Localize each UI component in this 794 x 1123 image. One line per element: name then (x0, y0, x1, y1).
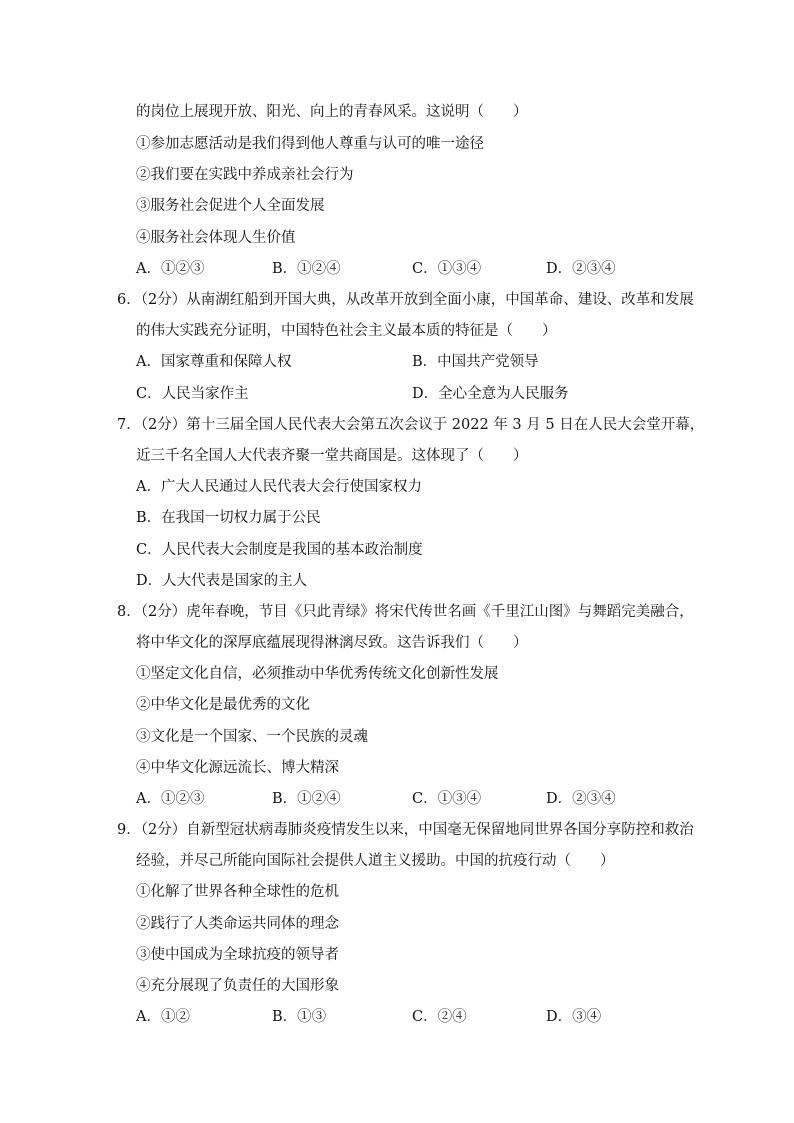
q5-stem-continuation: 的岗位上展现开放、阳光、向上的青春风采。这说明（ ） (136, 104, 528, 120)
q8-item-1: ①坚定文化自信，必须推动中华优秀传统文化创新性发展 (136, 666, 499, 682)
q6-option-b[interactable]: B．中国共产党领导 (412, 354, 539, 370)
q8-option-a[interactable]: A．①②③ (136, 791, 205, 807)
q9-stem-line-2: 经验，并尽己所能向国际社会提供人道主义援助。中国的抗疫行动（ ） (136, 853, 615, 869)
q5-item-3: ③服务社会促进个人全面发展 (136, 198, 325, 214)
q5-option-b[interactable]: B．①②④ (272, 261, 341, 277)
q9-item-2: ②践行了人类命运共同体的理念 (136, 916, 339, 932)
q7-option-a[interactable]: A．广大人民通过人民代表大会行使国家权力 (136, 479, 422, 495)
q9-stem-line-1: 9．（2分）自新型冠状病毒肺炎疫情发生以来，中国毫无保留地同世界各国分享防控和救治 (117, 822, 694, 838)
q6-option-d[interactable]: D．全心全意为人民服务 (412, 386, 569, 402)
q5-option-a[interactable]: A．①②③ (136, 261, 205, 277)
q9-item-3: ③使中国成为全球抗疫的领导者 (136, 947, 339, 963)
q9-item-4: ④充分展现了负责任的大国形象 (136, 978, 339, 994)
q8-item-4: ④中华文化源远流长、博大精深 (136, 760, 339, 776)
q5-option-d[interactable]: D．②③④ (546, 261, 616, 277)
q6-stem-line-2: 的伟大实践充分证明，中国特色社会主义最本质的特征是（ ） (136, 323, 557, 339)
q7-option-d[interactable]: D．人大代表是国家的主人 (136, 573, 308, 589)
q5-item-4: ④服务社会体现人生价值 (136, 230, 296, 246)
q7-stem-line-1: 7．（2分）第十三届全国人民代表大会第五次会议于 2022 年 3 月 5 日在人民大会堂开幕， (117, 417, 705, 433)
q6-option-c[interactable]: C．人民当家作主 (136, 386, 249, 402)
q7-stem-line-2: 近三千名全国人大代表齐聚一堂共商国是。这体现了（ ） (136, 448, 528, 464)
q8-item-2: ②中华文化是最优秀的文化 (136, 697, 310, 713)
q9-option-c[interactable]: C．②④ (412, 1009, 467, 1025)
q6-stem-line-1: 6．（2分）从南湖红船到开国大典，从改革开放到全面小康，中国革命、建设、改革和发展 (117, 292, 694, 308)
q7-option-b[interactable]: B．在我国一切权力属于公民 (136, 510, 321, 526)
q8-option-d[interactable]: D．②③④ (546, 791, 616, 807)
q9-option-a[interactable]: A．①② (136, 1009, 190, 1025)
q7-option-c[interactable]: C．人民代表大会制度是我国的基本政治制度 (136, 542, 423, 558)
q9-option-d[interactable]: D．③④ (546, 1009, 602, 1025)
q5-item-2: ②我们要在实践中养成亲社会行为 (136, 167, 354, 183)
q8-stem-line-1: 8．（2分）虎年春晚，节目《只此青绿》将宋代传世名画《千里江山图》与舞蹈完美融合， (117, 604, 694, 620)
q9-item-1: ①化解了世界各种全球性的危机 (136, 884, 339, 900)
q8-stem-line-2: 将中华文化的深厚底蕴展现得淋漓尽致。这告诉我们（ ） (136, 635, 528, 651)
q8-item-3: ③文化是一个国家、一个民族的灵魂 (136, 729, 368, 745)
q8-option-b[interactable]: B．①②④ (272, 791, 341, 807)
q5-option-c[interactable]: C．①③④ (412, 261, 482, 277)
q9-option-b[interactable]: B．①③ (272, 1009, 327, 1025)
q6-option-a[interactable]: A．国家尊重和保障人权 (136, 354, 292, 370)
q8-option-c[interactable]: C．①③④ (412, 791, 482, 807)
q5-item-1: ①参加志愿活动是我们得到他人尊重与认可的唯一途径 (136, 136, 484, 152)
